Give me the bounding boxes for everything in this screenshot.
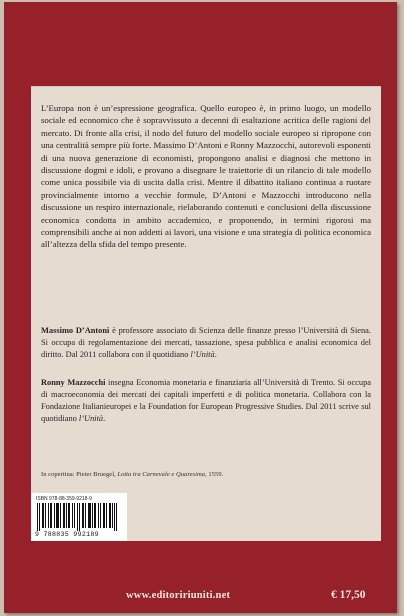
book-back-cover (4, 2, 397, 613)
author-name: Ronny Mazzocchi (41, 378, 106, 387)
newspaper-name: l’Unità (78, 414, 104, 423)
author-name: Massimo D’Antoni (41, 326, 110, 335)
barcode-number: 9 788835 992189 (35, 531, 99, 538)
price-label: € 17,50 (331, 589, 366, 601)
barcode-bars (37, 503, 121, 531)
author-bio-text: insegna Economia monetaria e finanziaria all’Università di Trento. Si occupa di macroeconomia dei mercati dei capitali imperfetti e di politica monetaria. Collabora con la Fondazione Italianieuropei e la Foundation for European Progressive Studies. Dal 2011 scrive sul quotidiano (41, 378, 371, 423)
cover-art-credit: In copertina: Pieter Bruegel, Lotta tra Carnevale e Quaresima, 1559. (41, 471, 224, 478)
publisher-website: www.editoririuniti.net (126, 590, 231, 601)
author-bio-mazzocchi: Ronny Mazzocchi insegna Economia monetaria e finanziaria all’Università di Trento. Si occupa di macroeconomia dei mercati dei capitali imperfetti e di politica monetaria. Collabora con la Fondazione Italianieuropei e la Foundation for European Progressive Studies. Dal 2011 scrive sul quotidiano l’Unità. (41, 378, 371, 423)
author-bio-dantoni: Massimo D’Antoni è professore associato di Scienza delle finanze presso l’Università di Siena. Si occupa di regolamentazione dei mercati, tassazione, spesa pubblica e analisi economica del diritto. Dal 2011 collabora con il quotidiano l’Unità. (41, 326, 371, 359)
author-bio-text: è professore associato di Scienza delle finanze presso l’Università di Siena. Si occupa di regolamentazione dei mercati, tassazione, spesa pubblica e analisi economica del diritto. Dal 2011 collabora con il quotidiano (41, 326, 371, 359)
barcode (31, 493, 127, 541)
newspaper-name: l’Unità (190, 350, 215, 359)
blurb-paragraph: L’Europa non è un’espressione geografica. Quello europeo è, in primo luogo, un modello sociale ed economico che è sopravvissuto a decenni di esaltazione acritica delle ragioni del mercato. Di fronte alla crisi, il nodo del futuro del modello sociale europeo si ripropone con una centralità sempre più forte. Massimo D’Antoni e Ronny Mazzocchi, autorevoli esponenti di una nuova generazione di economisti, propongono analisi e diagnosi che mettono in discussione dogmi e idoli, e provano a disegnare le traiettorie di un rilancio di tale modello come unica possibile via di uscita dalla crisi. Mentre il dibattito italiano continua a ruotare provincialmente intorno a vecchie formule, D’Antoni e Mazzocchi introducono nella discussione un respiro internazionale, rielaborando contenuti e conclusioni della discussione economica condotta in ambito accademico, e proponendo, in termini rigorosi ma comprensibili anche ai non addetti ai lavori, una visione e una strategia di politica economica all’altezza della sfida del tempo presente. (41, 103, 371, 250)
isbn-label: ISBN 978-88-359-9218-9 (36, 496, 92, 502)
artwork-title: Lotta tra Carnevale e Quaresima (117, 471, 206, 478)
text-panel (31, 86, 381, 541)
